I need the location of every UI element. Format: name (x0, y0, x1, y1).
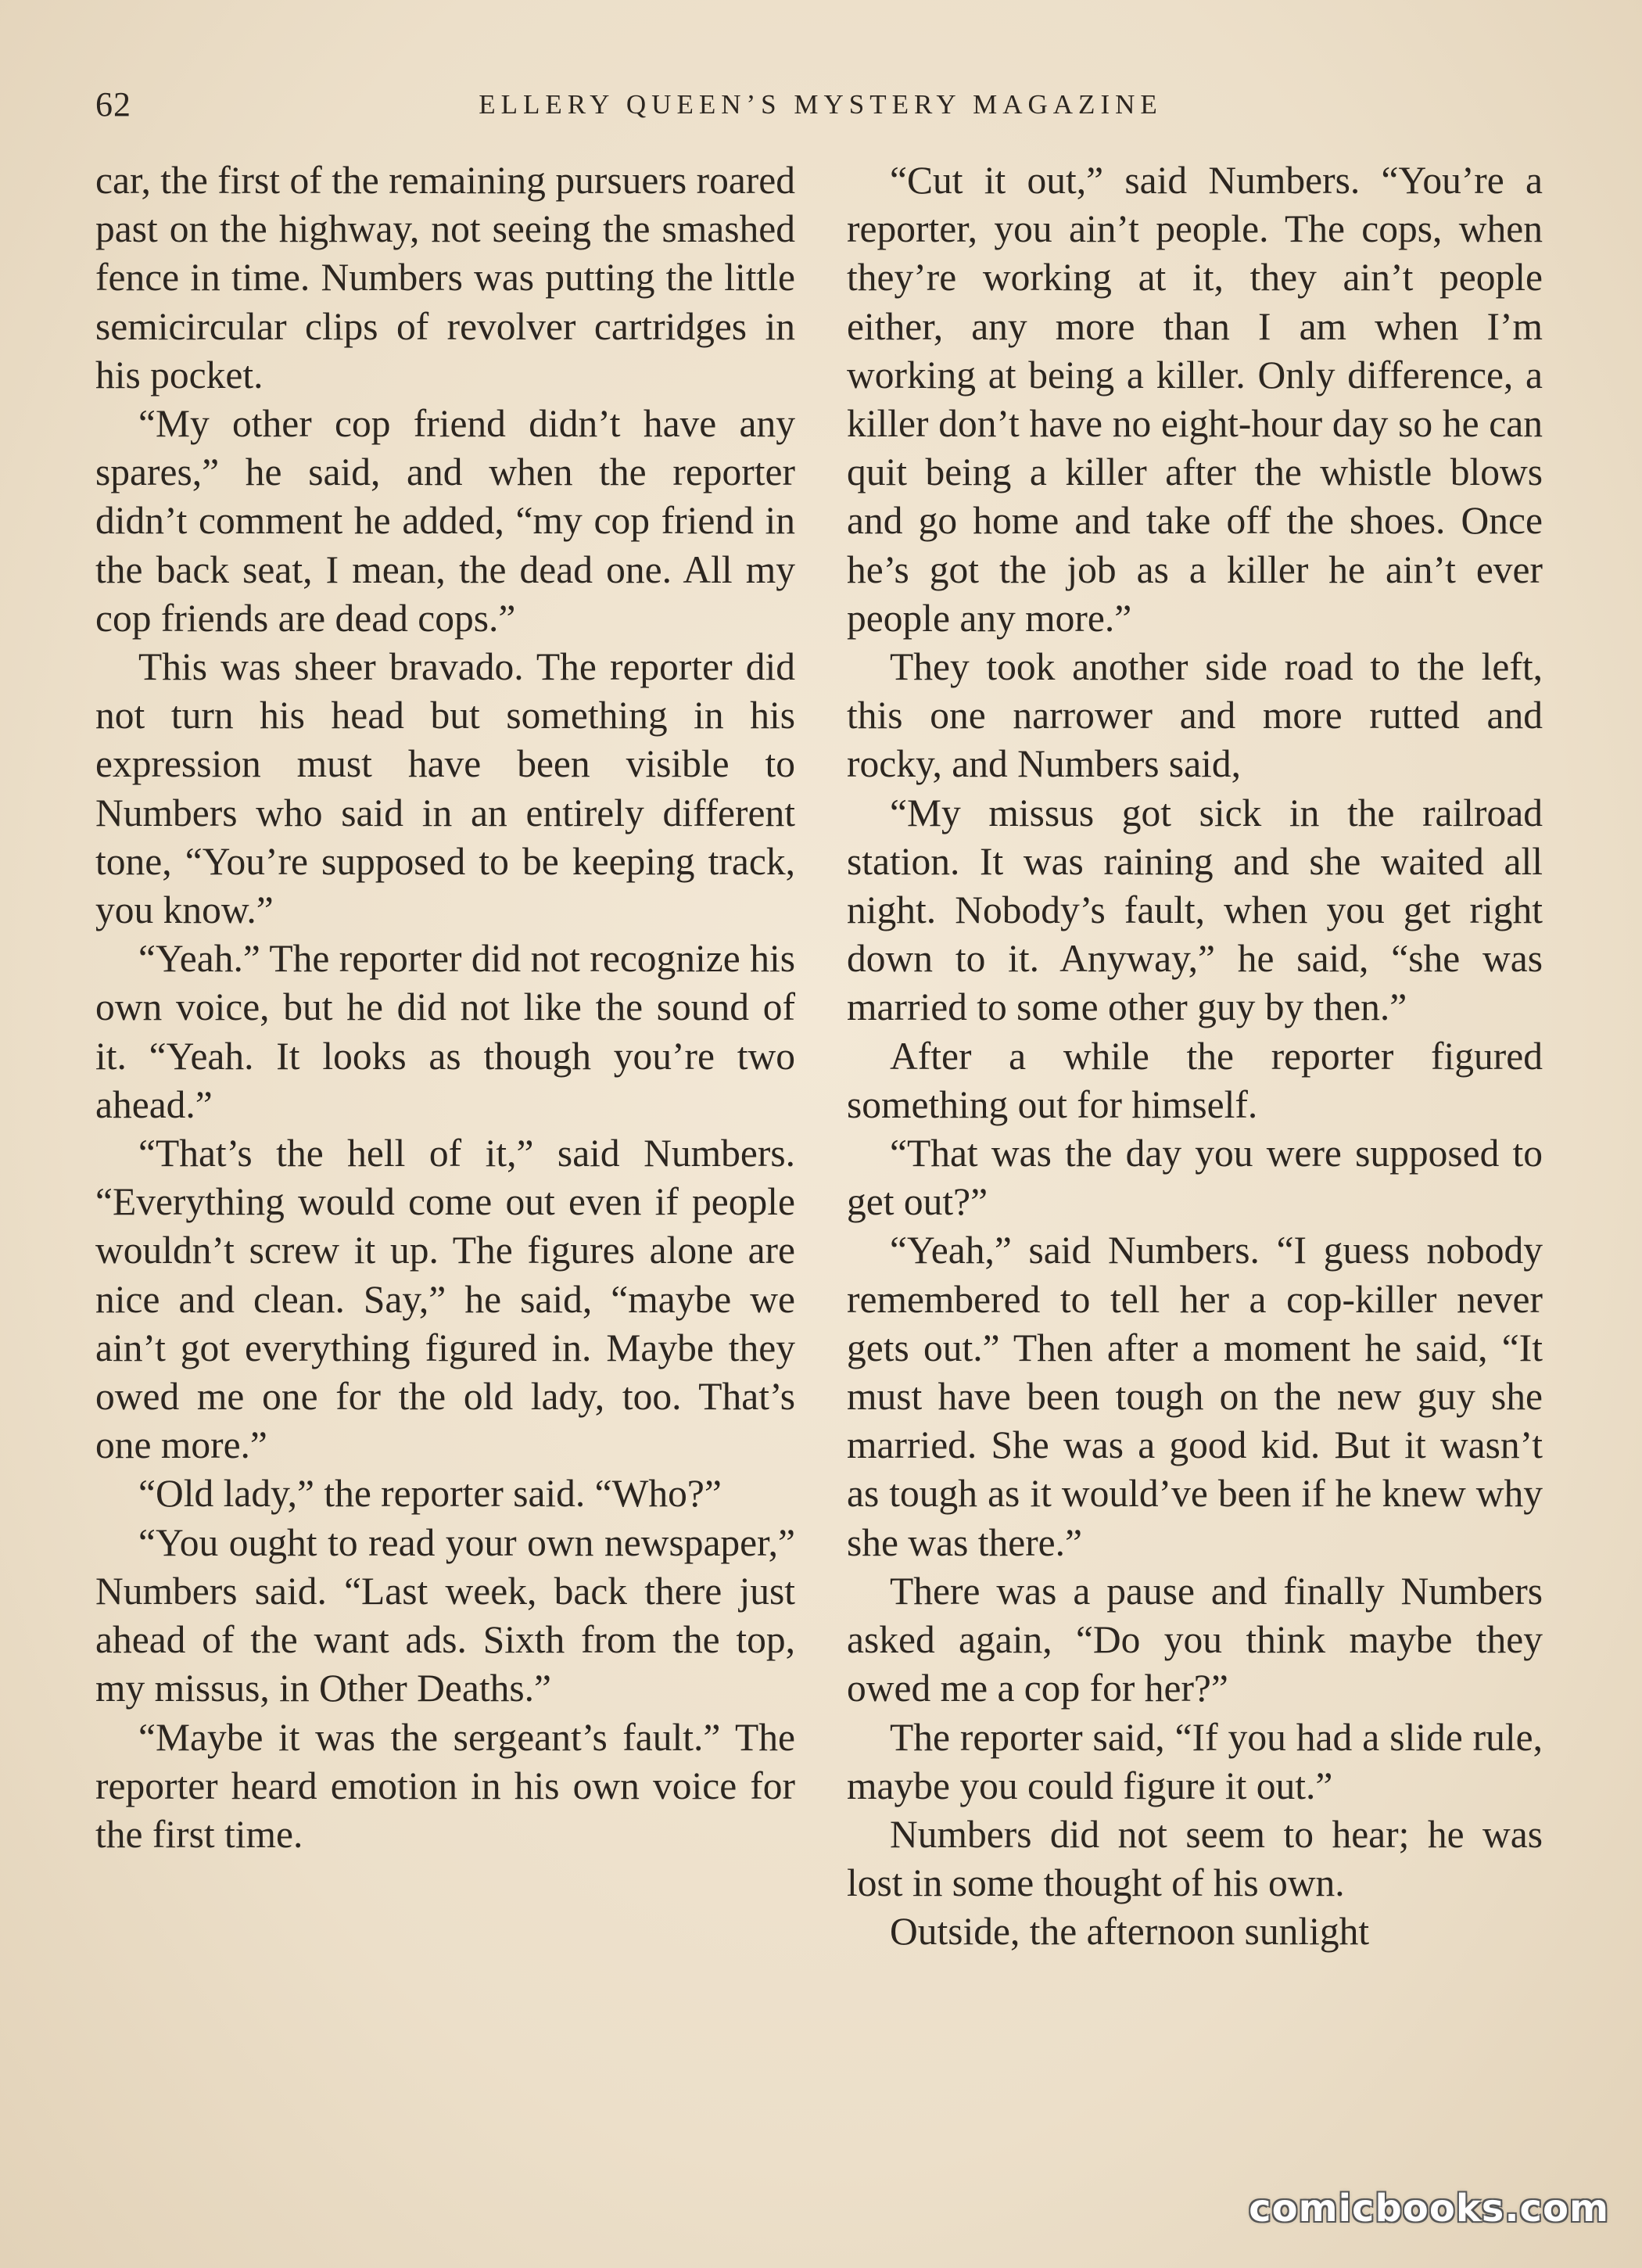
paragraph: This was sheer bravado. The reporter did not turn his head but something in his expression must have been visible to Numbers who said in an entirely different tone, “You’re supposed to be keeping track, you know.” (95, 645, 795, 932)
page-number: 62 (95, 85, 131, 124)
paragraph: Numbers did not seem to hear; he was lost in some thought of his own. (847, 1812, 1543, 1905)
site-watermark: comicbooks.com (1249, 2187, 1609, 2230)
paragraph: “That was the day you were supposed to get out?” (847, 1132, 1543, 1224)
paragraph: After a while the reporter figured something out for himself. (847, 1034, 1543, 1126)
right-column (847, 156, 1543, 1957)
left-column (95, 156, 795, 1859)
paragraph: They took another side road to the left, this one narrower and more rutted and rocky, and Numbers said, (847, 645, 1543, 786)
paragraph: “My other cop friend didn’t have any spares,” he said, and when the reporter didn’t comment he added, “my cop friend in the back seat, I mean, the dead one. All my cop friends are dead cops.” (95, 402, 795, 640)
paragraph: Outside, the afternoon sunlight (890, 1910, 1370, 1954)
page-header (95, 84, 1546, 131)
paragraph: “Yeah.” The reporter did not recognize his own voice, but he did not like the sound of it. “Yeah. It looks as though you’re two ahead.” (95, 937, 795, 1126)
paragraph: The reporter said, “If you had a slide rule, maybe you could figure it out.” (847, 1715, 1543, 1807)
paragraph: car, the first of the remaining pursuers roared past on the highway, not seeing the smashed fence in time. Numbers was putting the little semicircular clips of revolver cartridges in his pocket. (95, 159, 795, 397)
paragraph: “You ought to read your own newspaper,” Numbers said. “Last week, back there just ahead of the want ads. Sixth from the top, my missus, in Other Deaths.” (95, 1520, 795, 1710)
paragraph: “Cut it out,” said Numbers. “You’re a reporter, you ain’t people. The cops, when they’re working at it, they ain’t people either, any more than I am when I’m working at being a killer. Only difference, a killer don’t have no eight-hour day so he can quit being a killer after the whistle blows and go home and take off the shoes. Once he’s got the job as a killer he ain’t ever people any more.” (847, 159, 1543, 640)
paragraph: “Yeah,” said Numbers. “I guess nobody remembered to tell her a cop-killer never gets out.” Then after a moment he said, “It must have been tough on the new guy she married. She was a good kid. But it wasn’t as tough as it would’ve been if he knew why she was there.” (847, 1229, 1543, 1564)
paragraph: “My missus got sick in the railroad station. It was raining and she waited all night. Nobody’s fault, when you get right down to it. Anyway,” he said, “she was married to some other guy by then.” (847, 791, 1543, 1029)
paragraph: “Old lady,” the reporter said. “Who?” (138, 1472, 722, 1516)
running-title: ELLERY QUEEN’S MYSTERY MAGAZINE (479, 89, 1163, 120)
paragraph: “Maybe it was the sergeant’s fault.” The reporter heard emotion in his own voice for the first time. (95, 1715, 795, 1856)
paragraph: “That’s the hell of it,” said Numbers. “Everything would come out even if people wouldn’t screw it up. The figures alone are nice and clean. Say,” he said, “maybe we ain’t got everything figured in. Maybe they owed me one for the old lady, too. That’s one more.” (95, 1132, 795, 1467)
paragraph: There was a pause and finally Numbers asked again, “Do you think maybe they owed me a cop for her?” (847, 1569, 1543, 1710)
